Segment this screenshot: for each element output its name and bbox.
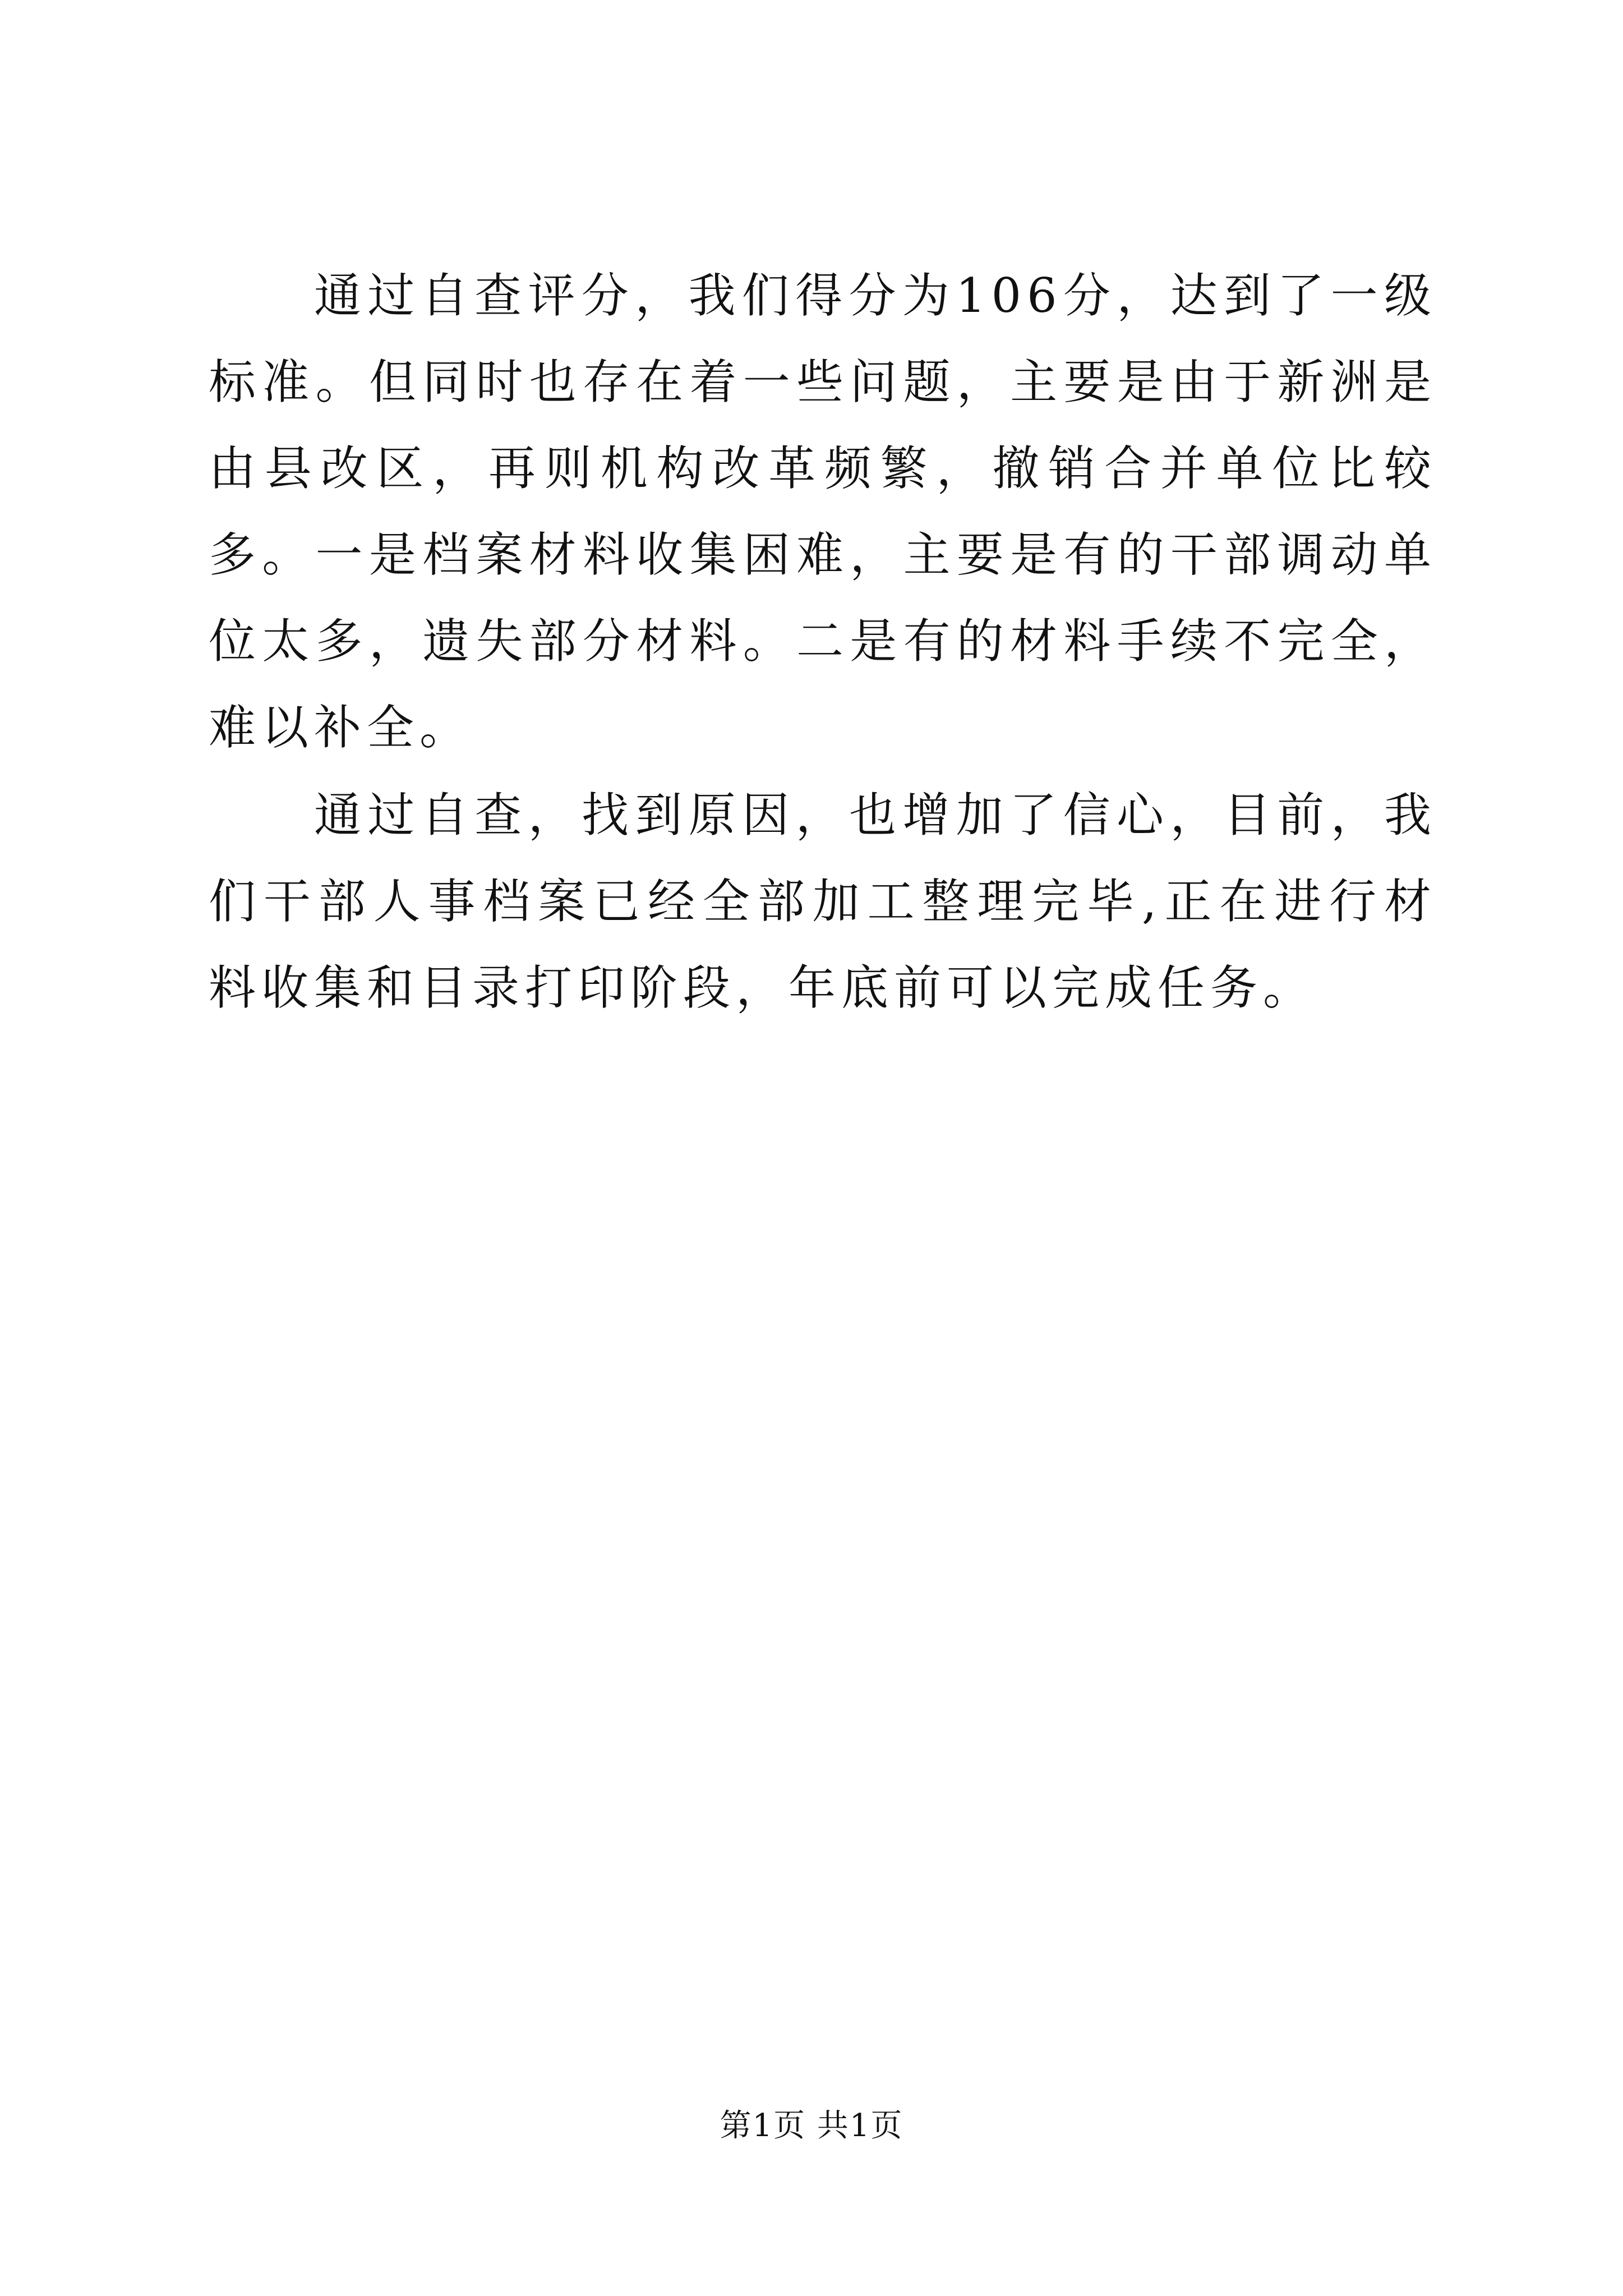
document-body <box>209 252 1437 1031</box>
page-footer: 第1页 共1页 <box>720 2108 903 2144</box>
paragraph-2: 通过自查，找到原因，也增加了信心，目前，我们干部人事档案已经全部加工整理完毕,正在进行材料收集和目录打印阶段，年底前可以完成任务。 <box>209 788 1437 1015</box>
paragraph-1: 通过自查评分，我们得分为106分，达到了一级标准。但同时也存在着一些问题，主要是由于新洲是由县改区，再则机构改革频繁，撤销合并单位比较多。一是档案材料收集困难，主要是有的干部调动单位太多，遗失部分材料。二是有的材料手续不完全，难以补全。 <box>209 268 1437 755</box>
